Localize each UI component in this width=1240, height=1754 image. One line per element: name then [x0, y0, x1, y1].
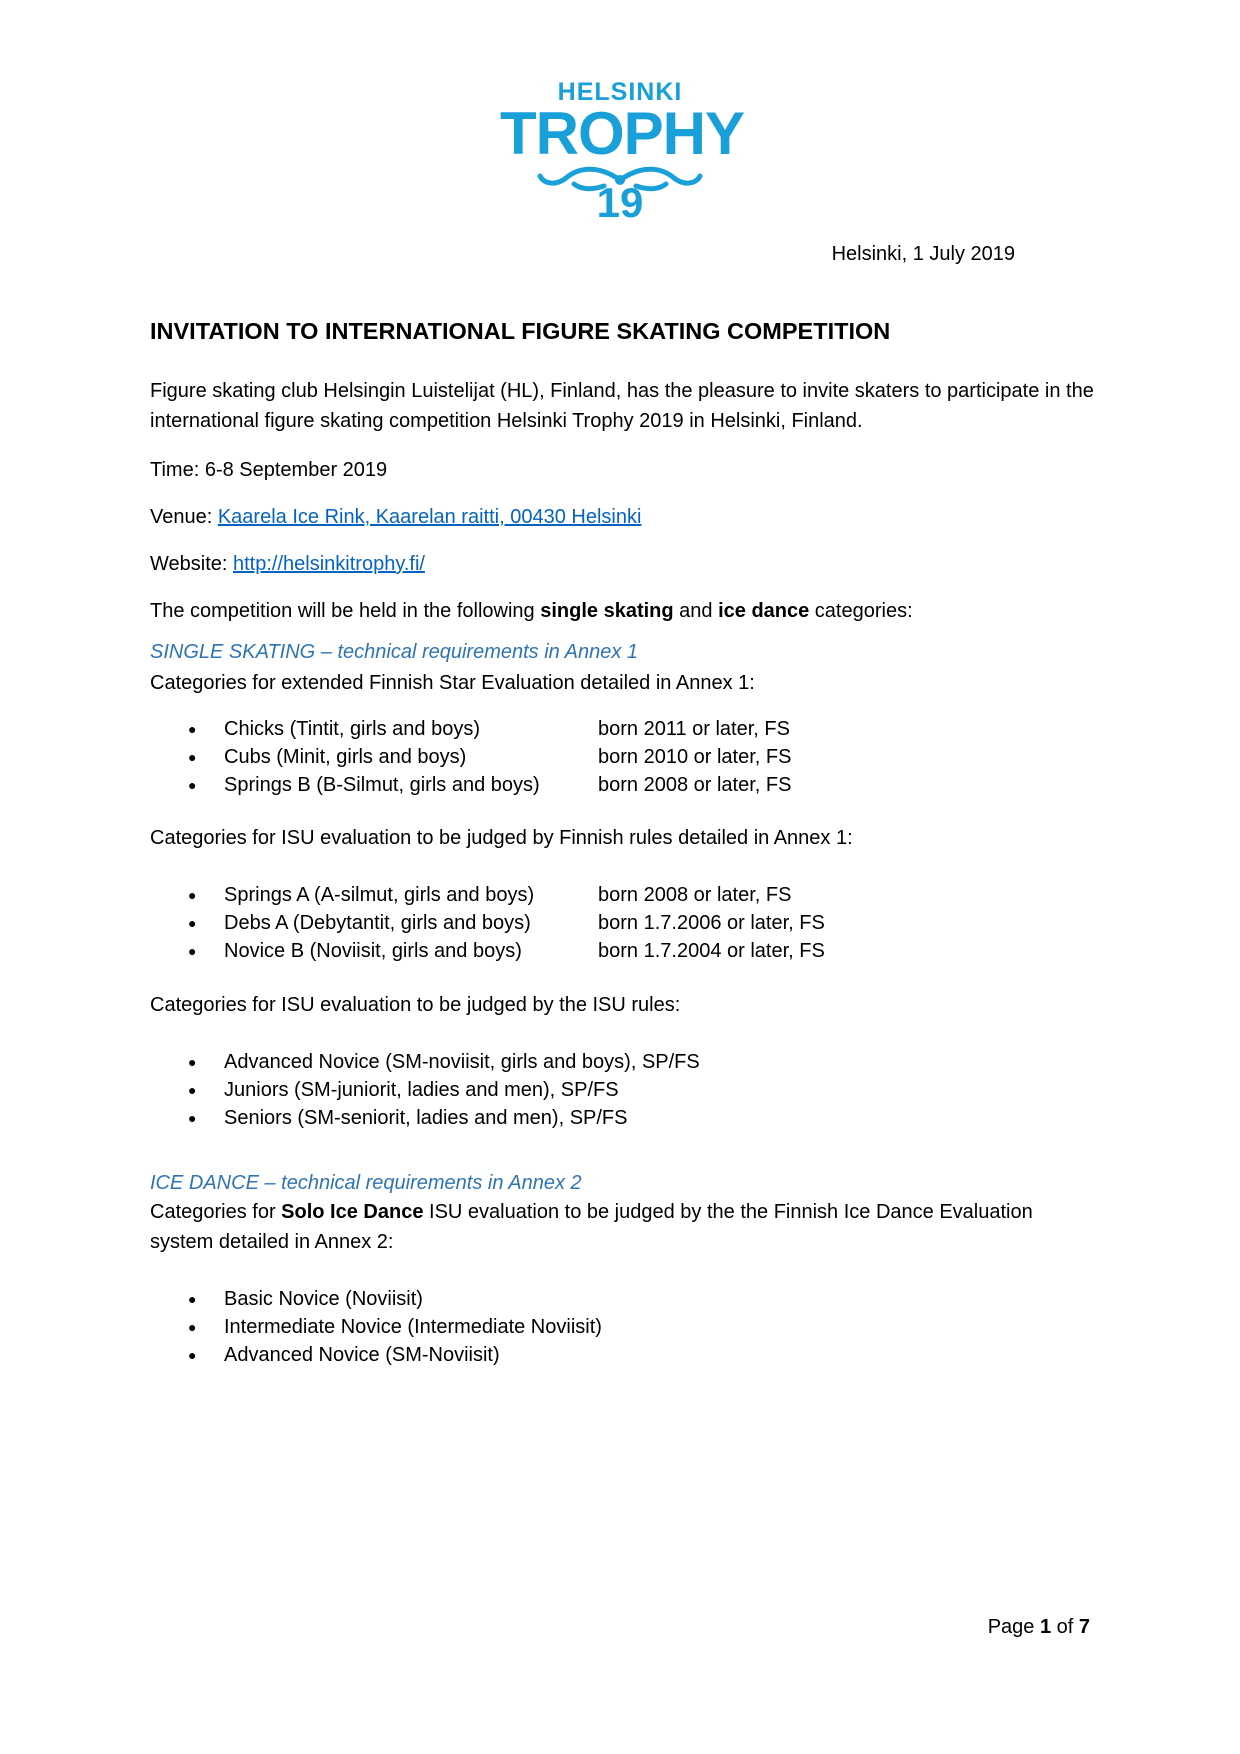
bullet-icon: ●	[188, 1054, 197, 1070]
logo-line-helsinki: HELSINKI	[557, 78, 683, 106]
category-name: Advanced Novice (SM-Noviisit)	[224, 1344, 500, 1366]
website-link[interactable]: http://helsinkitrophy.fi/	[233, 553, 425, 575]
categories-intro-bold-dance: ice dance	[718, 600, 810, 622]
venue-label: Venue:	[150, 506, 218, 528]
star-evaluation-list	[150, 715, 1050, 799]
bullet-icon: ●	[188, 1319, 197, 1335]
categories-intro-text-1: The competition will be held in the following	[150, 600, 541, 622]
page-of: of	[1051, 1616, 1079, 1638]
category-name: Chicks (Tintit, girls and boys)	[224, 718, 480, 740]
category-name: Advanced Novice (SM-noviisit, girls and boys), SP/FS	[224, 1051, 700, 1073]
document-title: INVITATION TO INTERNATIONAL FIGURE SKATING COMPETITION	[150, 318, 891, 344]
list-item	[150, 1313, 1050, 1341]
list-item	[150, 743, 1050, 771]
helsinki-trophy-logo	[500, 78, 745, 228]
category-name: Debs A (Debytantit, girls and boys)	[224, 912, 531, 934]
category-name: Seniors (SM-seniorit, ladies and men), SP/FS	[224, 1107, 628, 1129]
category-name: Juniors (SM-juniorit, ladies and men), SP/FS	[224, 1079, 619, 1101]
category-age: born 2010 or later, FS	[598, 746, 792, 768]
ice-dance-list	[150, 1285, 1050, 1369]
list-item	[150, 1048, 1050, 1076]
isu-rules-intro: Categories for ISU evaluation to be judged by the ISU rules:	[150, 994, 681, 1016]
venue-link[interactable]: Kaarela Ice Rink, Kaarelan raitti, 00430 Helsinki	[217, 506, 642, 528]
categories-intro-text-2: and	[673, 600, 719, 622]
category-name: Springs B (B-Silmut, girls and boys)	[224, 774, 540, 796]
finnish-rules-list	[150, 881, 1050, 965]
bullet-icon: ●	[188, 887, 197, 903]
star-evaluation-intro: Categories for extended Finnish Star Evaluation detailed in Annex 1:	[150, 672, 755, 694]
ice-dance-intro	[150, 1197, 1080, 1257]
bullet-icon: ●	[188, 721, 197, 737]
list-item	[150, 1104, 1050, 1132]
category-age: born 2011 or later, FS	[598, 718, 790, 740]
category-name: Cubs (Minit, girls and boys)	[224, 746, 467, 768]
page-total: 7	[1078, 1616, 1090, 1638]
bullet-icon: ●	[188, 915, 197, 931]
single-skating-heading: SINGLE SKATING – technical requirements in Annex 1	[150, 641, 638, 663]
page-label: Page	[987, 1616, 1040, 1638]
bullet-icon: ●	[188, 1082, 197, 1098]
date-line: Helsinki, 1 July 2019	[831, 243, 1015, 265]
logo-line-year: 19	[596, 179, 644, 226]
ice-dance-intro-bold: Solo Ice Dance	[281, 1201, 424, 1223]
list-item	[150, 1341, 1050, 1369]
category-age: born 1.7.2004 or later, FS	[598, 940, 825, 962]
categories-intro	[150, 596, 1100, 626]
time-line: Time: 6-8 September 2019	[150, 459, 388, 481]
categories-intro-text-3: categories:	[809, 600, 913, 622]
category-age: born 2008 or later, FS	[598, 774, 792, 796]
bullet-icon: ●	[188, 749, 197, 765]
list-item	[150, 881, 1050, 909]
category-age: born 1.7.2006 or later, FS	[598, 912, 825, 934]
bullet-icon: ●	[188, 1347, 197, 1363]
category-name: Novice B (Noviisit, girls and boys)	[224, 940, 522, 962]
isu-rules-list	[150, 1048, 1050, 1132]
list-item	[150, 909, 1050, 937]
bullet-icon: ●	[188, 1110, 197, 1126]
venue-line	[150, 502, 1100, 532]
category-name: Basic Novice (Noviisit)	[224, 1288, 423, 1310]
finnish-rules-intro: Categories for ISU evaluation to be judged by Finnish rules detailed in Annex 1:	[150, 827, 853, 849]
list-item	[150, 771, 1050, 799]
list-item	[150, 1285, 1050, 1313]
page-current: 1	[1039, 1616, 1052, 1638]
list-item	[150, 1076, 1050, 1104]
website-line	[150, 549, 1100, 579]
bullet-icon: ●	[188, 777, 197, 793]
category-age: born 2008 or later, FS	[598, 884, 792, 906]
categories-intro-bold-single: single skating	[540, 600, 674, 622]
ice-dance-intro-text-2: ISU evaluation to be judged by the the Finnish Ice Dance Evaluation system detailed in Annex 2:	[150, 1201, 1033, 1253]
bullet-icon: ●	[188, 943, 197, 959]
page-number	[988, 1616, 1090, 1639]
list-item	[150, 715, 1050, 743]
ice-dance-intro-text-1: Categories for	[150, 1201, 282, 1223]
category-name: Springs A (A-silmut, girls and boys)	[224, 884, 535, 906]
ice-dance-heading: ICE DANCE – technical requirements in Annex 2	[150, 1172, 582, 1194]
bullet-icon: ●	[188, 1291, 197, 1307]
intro-paragraph: Figure skating club Helsingin Luistelijat (HL), Finland, has the pleasure to invite skaters to participate in the international figure skating competition Helsinki Trophy 2019 in Helsinki, Finland.	[150, 380, 1094, 432]
category-name: Intermediate Novice (Intermediate Noviisit)	[224, 1316, 602, 1338]
logo-line-trophy: TROPHY	[500, 100, 745, 167]
list-item	[150, 937, 1050, 965]
website-label: Website:	[150, 553, 233, 575]
